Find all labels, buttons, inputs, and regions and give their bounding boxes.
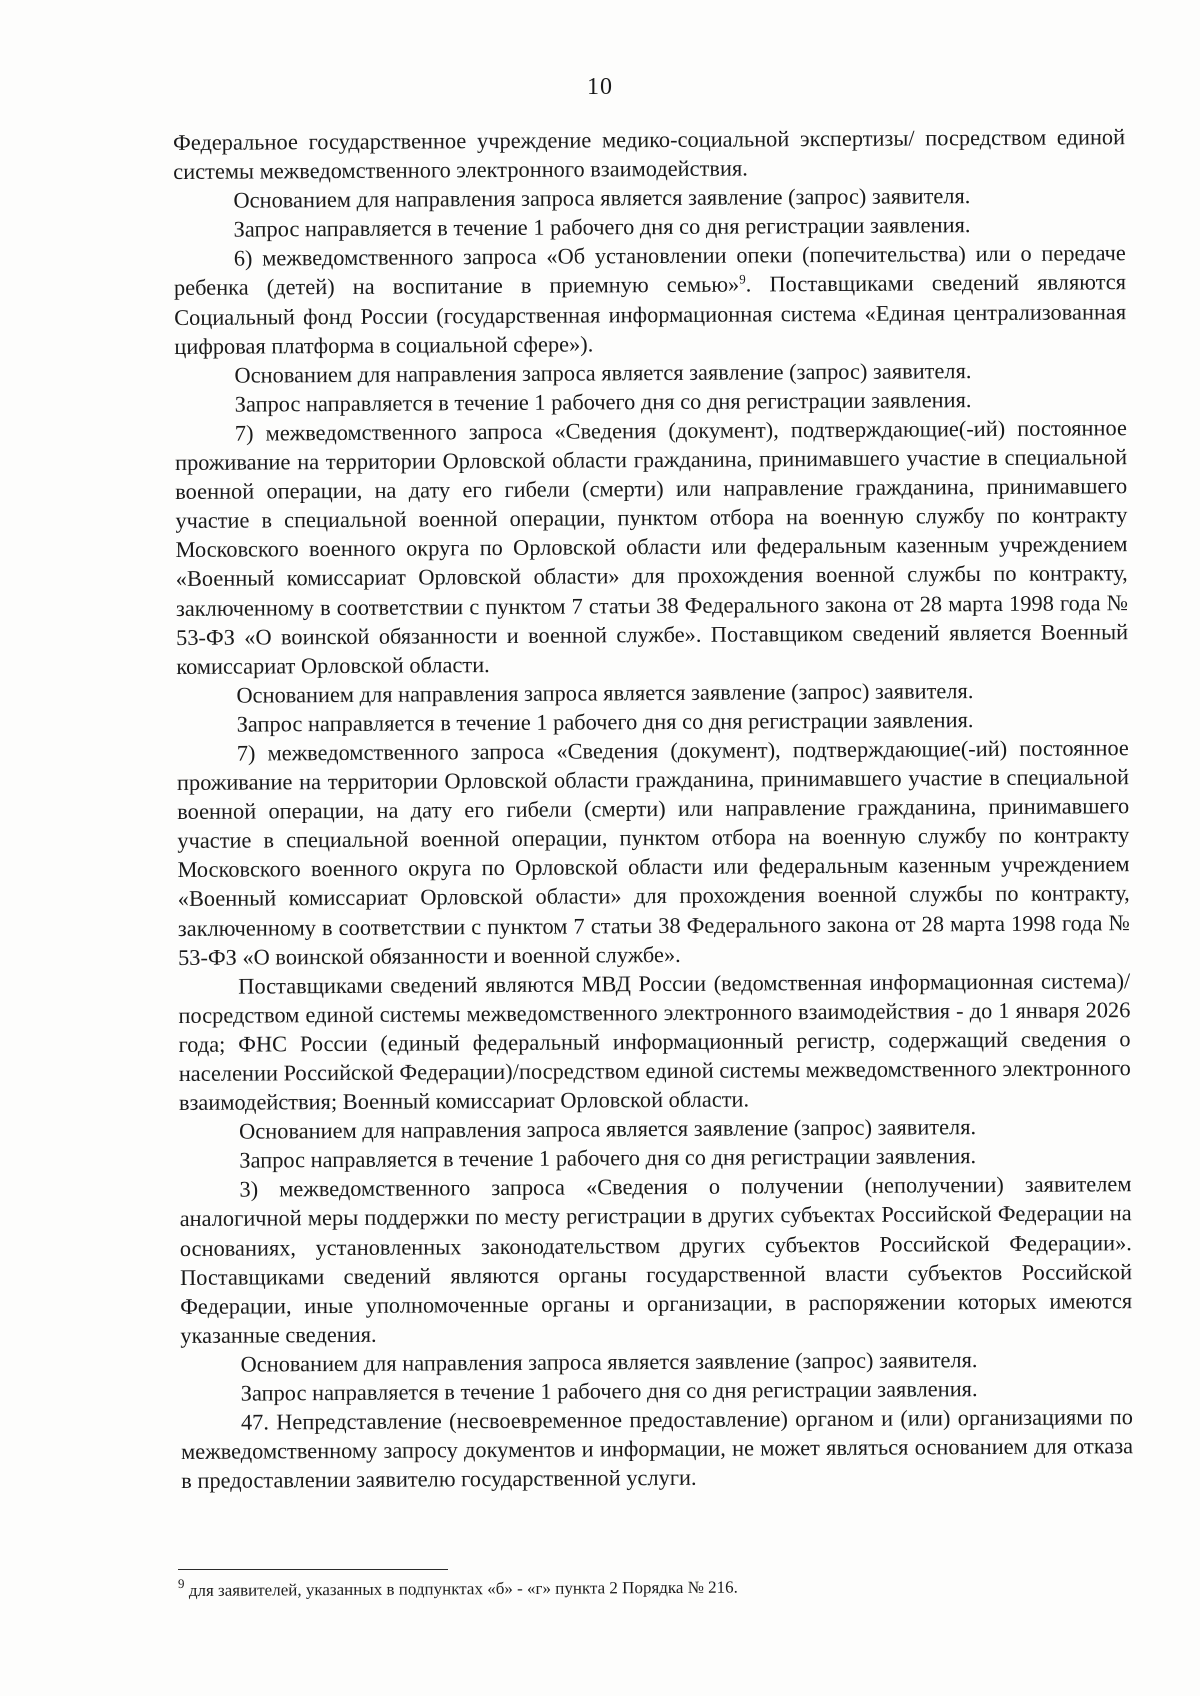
footnote-marker: 9 — [177, 1575, 185, 1591]
paragraph-deadline: Запрос направляется в течение 1 рабочего дня со дня регистрации заявления. — [236, 706, 974, 737]
item-6-text: 6) межведомственного запроса «Об установлении опеки (попечительства) или о передаче ребенка (детей) на воспитание в приемную семью» — [173, 240, 1126, 301]
paragraph-basis: Основанием для направления запроса является заявление (запрос) заявителя. — [233, 183, 971, 213]
paragraph-deadline: Запрос направляется в течение 1 рабочего дня со дня регистрации заявления. — [234, 386, 972, 417]
paragraph-item-6 — [174, 239, 1127, 361]
item-6-text-after: . Поставщиками сведений являются Социальный фонд России (государственная информационная система «Единая централизованная цифровая платформа в социальной сфере»). — [174, 269, 1127, 359]
paragraph-deadline: Запрос направляется в течение 1 рабочего дня со дня регистрации заявления. — [239, 1143, 977, 1173]
paragraph-item-7a: 7) межведомственного запроса «Сведения (документ), подтверждающие(-ий) постоянное проживание на территории Орловской области гражданина, принимавшего участие в специальной военной операции, на дату его гибели (смерти) или направление гражданина, принимавшего участие в специальной военной операции, пунктом отбора на военную службу по контракту Московского военного округа по Орловской области или федеральным казенным учреждением «Военный комиссариат Орловской области» для прохождения военной службы по контракту, заключенному в соответствии с пунктом 7 статьи 38 Федерального закона от 28 марта 1998 года № 53-ФЗ «О воинской обязанности и военной службе». Поставщиком сведений является Военный комиссариат Орловской области. — [174, 415, 1129, 679]
paragraph-basis: Основанием для направления запроса является заявление (запрос) заявителя. — [239, 1114, 977, 1144]
footnote-divider — [178, 1569, 448, 1570]
paragraph-basis: Основанием для направления запроса является заявление (запрос) заявителя. — [240, 1347, 978, 1377]
paragraph-item-7b: 7) межведомственного запроса «Сведения (документ), подтверждающие(-ий) постоянное проживание на территории Орловской области гражданина, принимавшего участие в специальной военной операции, на дату его гибели (смерти) или направление гражданина, принимавшего участие в специальной военной операции, пунктом отбора на военную службу по контракту Московского военного округа по Орловской области или федеральным казенным учреждением «Военный комиссариат Орловской области» для прохождения военной службы по контракту, заключенному в соответствии с пунктом 7 статьи 38 Федерального закона от 28 марта 1998 года № 53-ФЗ «О воинской обязанности и военной службе». — [176, 735, 1130, 970]
paragraph-intro: Федеральное государственное учреждение медико-социальной экспертизы/ посредством единой системы межведомственного электронного взаимодействия. — [173, 124, 1126, 185]
page-number: 10 — [587, 74, 613, 100]
paragraph-item-47: 47. Непредставление (несвоевременное предоставление) органом и (или) организациями по межведомственному запросу документов и информации, не может являться основанием для отказа в предоставлении заявителю государственной услуги. — [181, 1404, 1134, 1494]
paragraph-item-3: 3) межведомственного запроса «Сведения о получении (неполучении) заявителем аналогичной меры поддержки по месту регистрации в других субъектах Российской Федерации на основаниях, установленных законодательством других субъектов Российской Федерации». Поставщиками сведений являются органы государственной власти субъектов Российской Федерации, иные уполномоченные органы и организации, в распоряжении которых имеются указанные сведения. — [179, 1171, 1133, 1348]
footnote — [178, 1575, 1078, 1602]
paragraph-deadline: Запрос направляется в течение 1 рабочего дня со дня регистрации заявления. — [233, 212, 971, 242]
footnote-reference: 9 — [739, 271, 746, 288]
footnote-text: для заявителей, указанных в подпунктах «б» - «г» пункта 2 Порядка № 216. — [184, 1577, 738, 1600]
document-body — [173, 122, 1133, 1495]
paragraph-suppliers: Поставщиками сведений являются МВД России (ведомственная информационная система)/посредством единой системы межведомственного электронного взаимодействия - до 1 января 2026 года; ФНС России (единый федеральный информационный регистр, содержащий сведения о населении Российской Федерации)/посредством единой системы межведомственного электронного взаимодействия; Военный комиссариат Орловской области. — [178, 967, 1131, 1116]
paragraph-basis: Основанием для направления запроса является заявление (запрос) заявителя. — [236, 677, 974, 708]
paragraph-deadline: Запрос направляется в течение 1 рабочего дня со дня регистрации заявления. — [240, 1376, 978, 1406]
paragraph-basis: Основанием для направления запроса является заявление (запрос) заявителя. — [234, 357, 972, 388]
